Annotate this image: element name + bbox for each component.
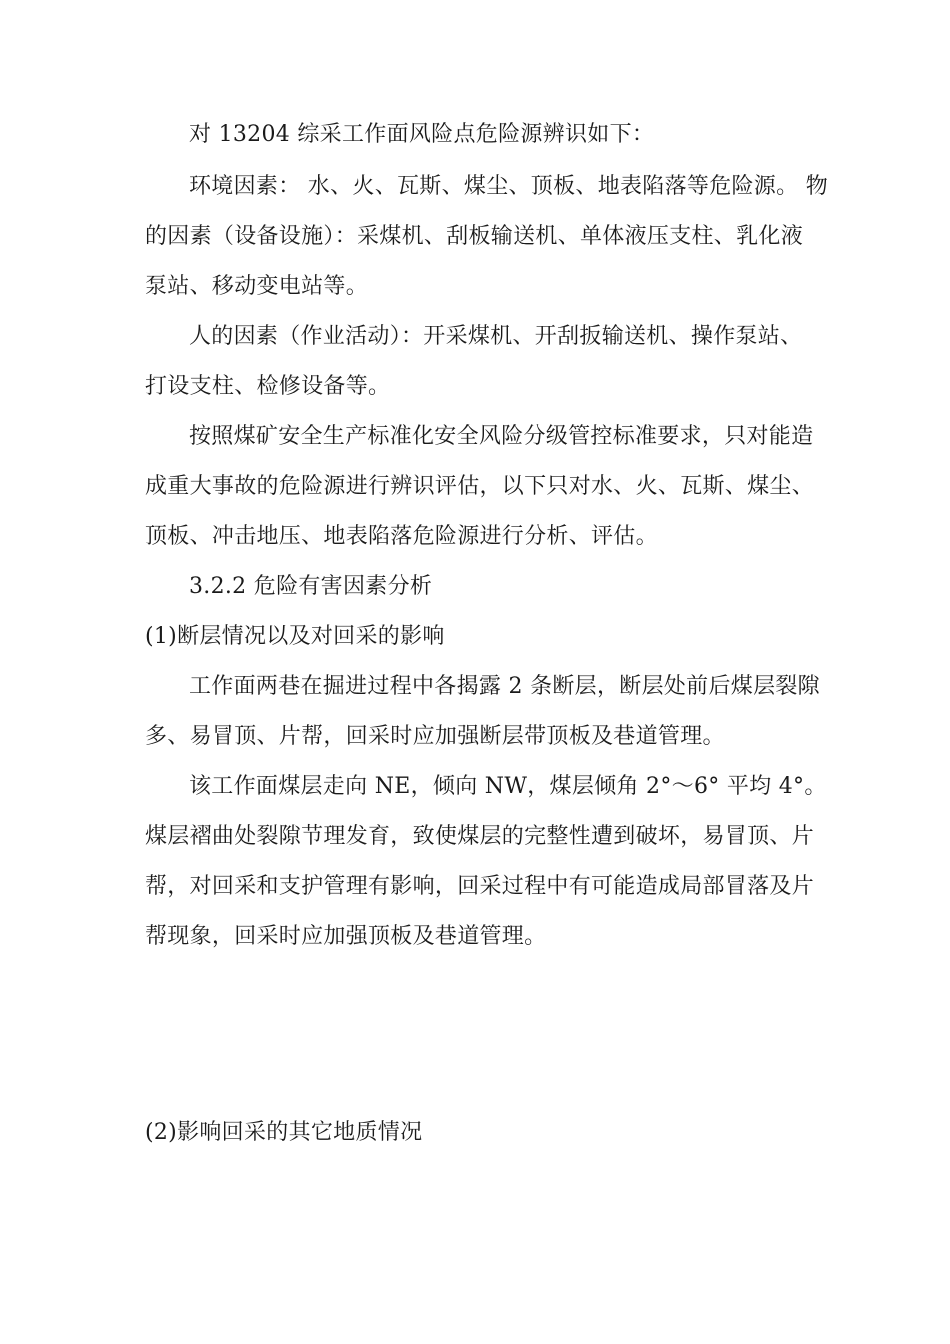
subheading-other-geology: (2)影响回采的其它地质情况	[145, 1120, 423, 1145]
paragraph-fault-line-1: 工作面两巷在掘进过程中各揭露 2 条断层，断层处前后煤层裂隙	[189, 674, 820, 699]
paragraph-seam-line-4: 帮现象，回采时应加强顶板及巷道管理。	[145, 924, 547, 949]
paragraph-human-line-2: 打设支柱、检修设备等。	[145, 374, 391, 399]
paragraph-standard-line-3: 顶板、冲击地压、地表陷落危险源进行分析、评估。	[145, 524, 658, 549]
paragraph-intro: 对 13204 综采工作面风险点危险源辨识如下：	[189, 122, 655, 147]
paragraph-environment-line-3: 泵站、移动变电站等。	[145, 274, 369, 299]
paragraph-fault-line-2: 多、易冒顶、片帮，回采时应加强断层带顶板及巷道管理。	[145, 724, 725, 749]
paragraph-environment-line-1: 环境因素： 水、火、瓦斯、煤尘、顶板、地表陷落等危险源。 物	[189, 174, 828, 199]
paragraph-seam-line-3: 帮，对回采和支护管理有影响，回采过程中有可能造成局部冒落及片	[145, 874, 815, 899]
paragraph-environment-line-2: 的因素（设备设施）：采煤机、刮板输送机、单体液压支柱、乳化液	[145, 224, 804, 249]
subheading-fault: (1)断层情况以及对回采的影响	[145, 624, 445, 649]
paragraph-seam-line-2: 煤层褶曲处裂隙节理发育，致使煤层的完整性遭到破坏，易冒顶、片	[145, 824, 815, 849]
paragraph-standard-line-2: 成重大事故的危险源进行辨识评估，以下只对水、火、瓦斯、煤尘、	[145, 474, 815, 499]
paragraph-seam-line-1: 该工作面煤层走向 NE，倾向 NW，煤层倾角 2°～6° 平均 4°。	[189, 774, 827, 799]
paragraph-standard-line-1: 按照煤矿安全生产标准化安全风险分级管控标准要求，只对能造	[189, 424, 814, 449]
section-heading: 3.2.2 危险有害因素分析	[189, 574, 433, 599]
paragraph-human-line-1: 人的因素（作业活动）：开采煤机、开刮扳输送机、操作泵站、	[189, 324, 803, 349]
